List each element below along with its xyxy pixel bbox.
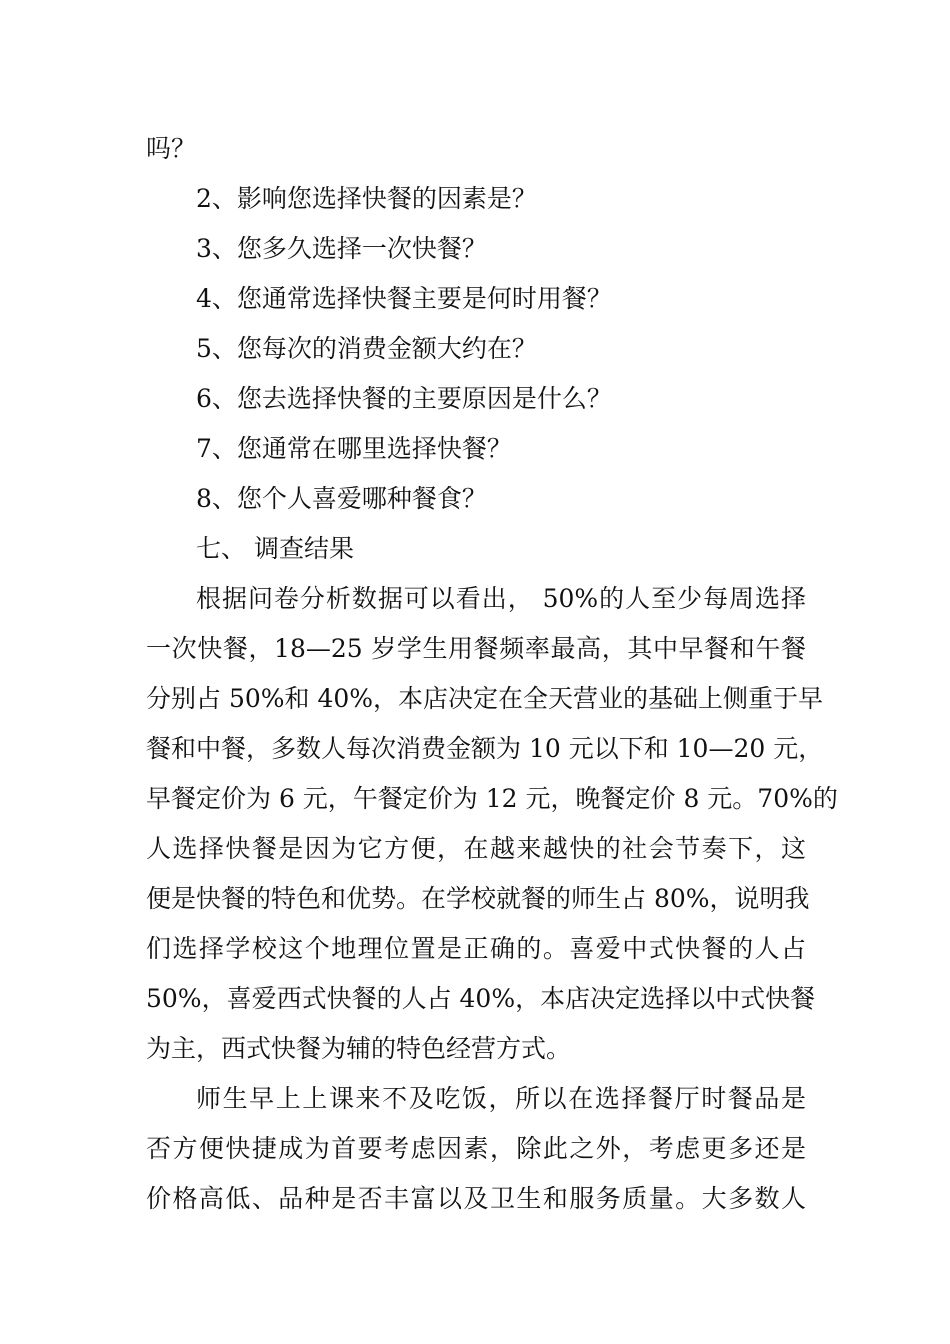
question-7: 7、您通常在哪里选择快餐？ xyxy=(196,434,512,463)
paragraph-line: 便是快餐的特色和优势。在学校就餐的师生占 80%，说明我 xyxy=(146,884,810,913)
paragraph-line: 师生早上上课来不及吃饭，所以在选择餐厅时餐品是 xyxy=(196,1084,806,1113)
paragraph-line: 根据问卷分析数据可以看出， 50%的人至少每周选择 xyxy=(196,584,806,613)
question-6: 6、您去选择快餐的主要原因是什么？ xyxy=(196,384,612,413)
question-8: 8、您个人喜爱哪种餐食？ xyxy=(196,484,487,513)
question-2: 2、影响您选择快餐的因素是？ xyxy=(196,184,537,213)
paragraph-line: 50%，喜爱西式快餐的人占 40%，本店决定选择以中式快餐 xyxy=(146,984,816,1013)
paragraph-line: 早餐定价为 6 元，午餐定价为 12 元，晚餐定价 8 元。70%的 xyxy=(146,784,838,813)
question-3: 3、您多久选择一次快餐？ xyxy=(196,234,487,263)
question-5: 5、您每次的消费金额大约在？ xyxy=(196,334,537,363)
paragraph-line: 否方便快捷成为首要考虑因素，除此之外，考虑更多还是 xyxy=(146,1134,806,1163)
paragraph-line: 价格高低、品种是否丰富以及卫生和服务质量。大多数人 xyxy=(146,1184,806,1213)
question-4: 4、您通常选择快餐主要是何时用餐？ xyxy=(196,284,612,313)
section-heading: 七、 调查结果 xyxy=(196,534,354,563)
paragraph-line: 一次快餐，18—25 岁学生用餐频率最高，其中早餐和午餐 xyxy=(146,634,806,663)
paragraph-line: 人选择快餐是因为它方便，在越来越快的社会节奏下，这 xyxy=(146,834,806,863)
paragraph-line: 为主，西式快餐为辅的特色经营方式。 xyxy=(146,1034,572,1063)
paragraph-line: 餐和中餐，多数人每次消费金额为 10 元以下和 10—20 元， xyxy=(146,734,824,763)
question-1-continuation: 吗？ xyxy=(146,134,197,163)
paragraph-line: 们选择学校这个地理位置是正确的。喜爱中式快餐的人占 xyxy=(146,934,806,963)
paragraph-line: 分别占 50%和 40%，本店决定在全天营业的基础上侧重于早 xyxy=(146,684,824,713)
